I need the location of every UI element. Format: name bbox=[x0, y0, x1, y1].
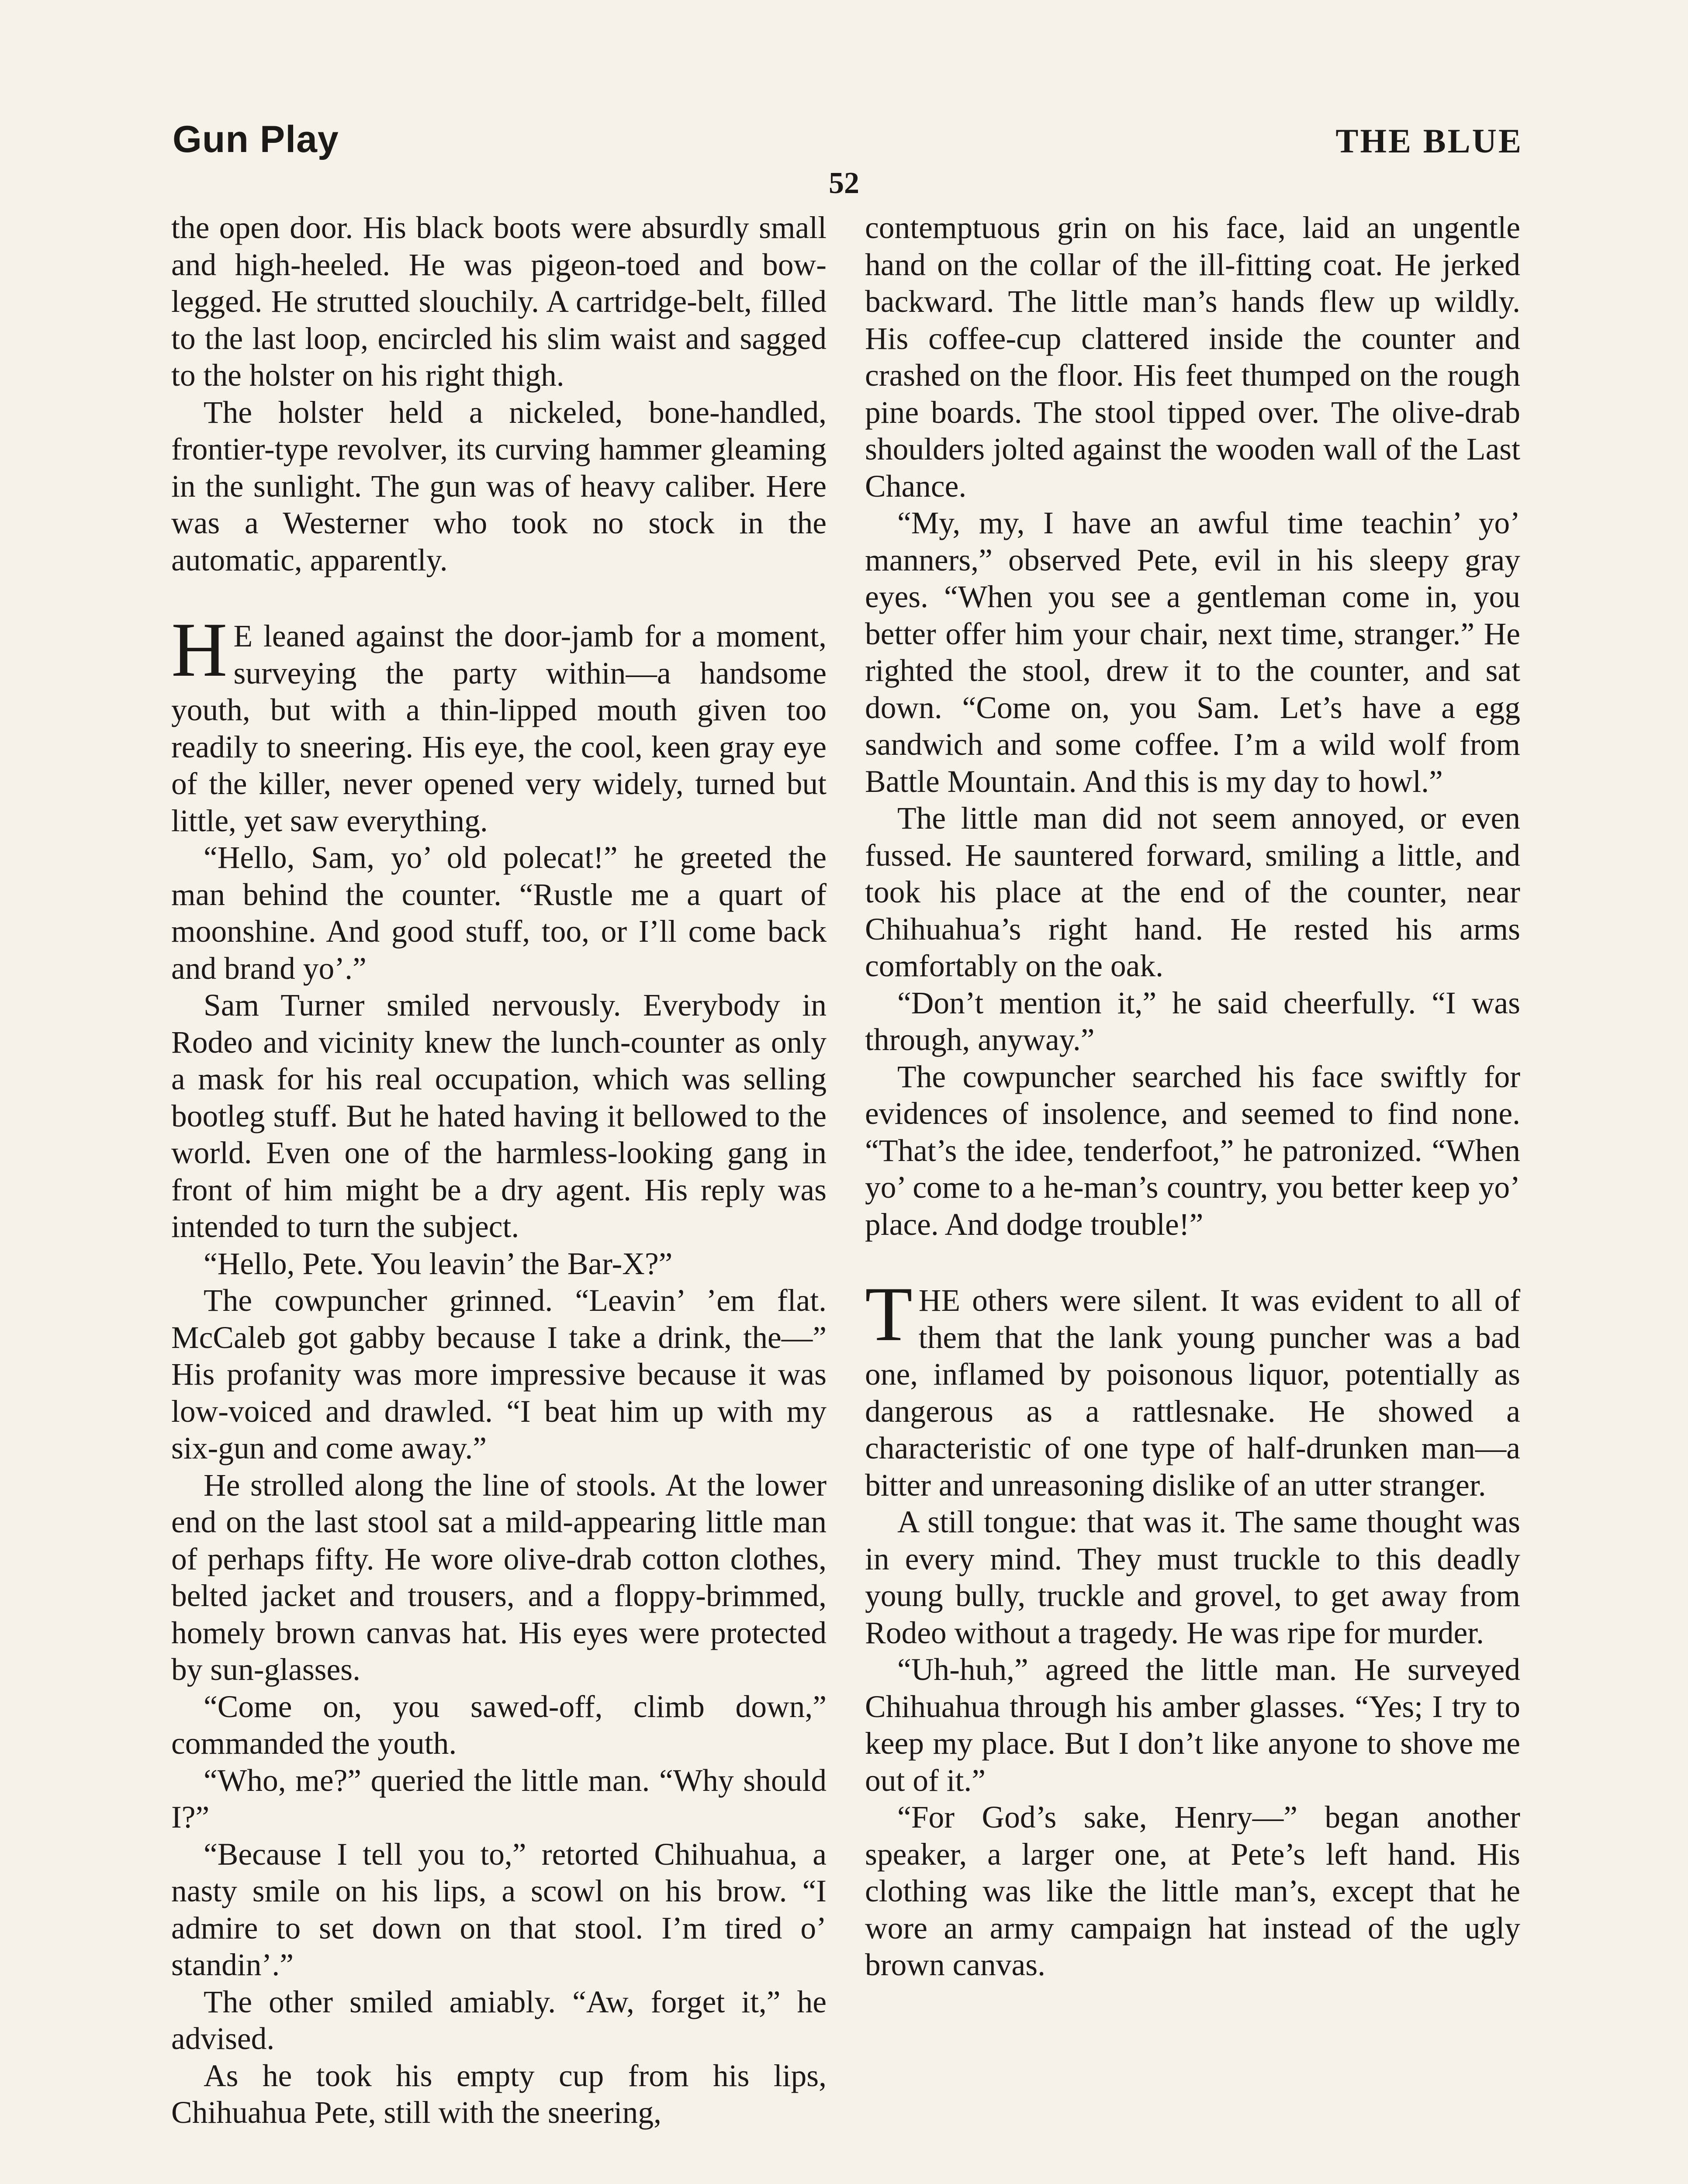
paragraph: “Don’t mention it,” he said cheerfully. “I was through, anyway.” bbox=[865, 985, 1520, 1057]
right-column bbox=[865, 210, 1520, 1984]
paragraph: “For God’s sake, Henry—” began another speaker, a larger one, at Pete’s left hand. His clothing was like the little man’s, except that he wore an army campaign hat instead of the ugly brown canvas. bbox=[865, 1800, 1520, 1982]
drop-cap: T bbox=[865, 1271, 913, 1357]
paragraph: “Come on, you sawed-off, climb down,” commanded the youth. bbox=[171, 1689, 827, 1761]
paragraph: The little man did not seem annoyed, or even fussed. He sauntered forward, smiling a little, and took his place at the end of the counter, near Chihuahua’s right hand. He rested his arms comfortably on the oak. bbox=[865, 801, 1520, 983]
paragraph: “Hello, Sam, yo’ old polecat!” he greeted the man behind the counter. “Rustle me a quart of moonshine. And good stuff, too, or I’ll come back and brand yo’.” bbox=[171, 840, 827, 986]
paragraph: As he took his empty cup from his lips, Chihuahua Pete, still with the sneering, bbox=[171, 2058, 827, 2130]
continued-paragraph: the open door. His black boots were absurdly small and high-heeled. He was pigeon-toed and bow-legged. He strutted slouchily. A cartridge-belt, filled to the last loop, encircled his slim waist and sagged to the holster on his right thigh. bbox=[171, 211, 827, 393]
paragraph: “My, my, I have an awful time teachin’ yo’ manners,” observed Pete, evil in his sleepy gray eyes. “When you see a gentleman come in, you better offer him your chair, next time, stranger.” He righted the stool, drew it to the counter, and sat down. “Come on, you Sam. Let’s have a egg sandwich and some coffee. I’m a wild wolf from Battle Mountain. And this is my day to howl.” bbox=[865, 506, 1520, 799]
paragraph-text: HE others were silent. It was evident to all of them that the lank young puncher was a bad one, inflamed by poisonous liquor, potentially as dangerous as a rattlesnake. He showed a characteristic of one type of half-drunken man—a bitter and unreasoning dislike of an utter stranger. bbox=[865, 1283, 1520, 1503]
magazine-title: THE BLUE bbox=[1335, 122, 1523, 160]
paragraph: Sam Turner smiled nervously. Everybody in Rodeo and vicinity knew the lunch-counter as only a mask for his real occupation, which was selling bootleg stuff. But he hated having it bellowed to the world. Even one of the harmless-looking gang in front of him might be a dry agent. His reply was intended to turn the subject. bbox=[171, 988, 827, 1244]
paragraph: A still tongue: that was it. The same thought was in every mind. They must truckle to this deadly young bully, truckle and grovel, to get away from Rodeo without a tragedy. He was ripe for murder. bbox=[865, 1505, 1520, 1650]
page-number: 52 bbox=[829, 166, 859, 200]
paragraph: The cowpuncher searched his face swiftly for evidences of insolence, and seemed to find none. “That’s the idee, tenderfoot,” he patronized. “When yo’ come to a he-man’s country, you better keep yo’ place. And dodge trouble!” bbox=[865, 1059, 1520, 1242]
drop-cap: H bbox=[171, 606, 228, 693]
paragraph: “Who, me?” queried the little man. “Why should I?” bbox=[171, 1763, 827, 1835]
continued-paragraph: contemptuous grin on his face, laid an ungentle hand on the collar of the ill-fitting coat. He jerked backward. The little man’s hands flew up wildly. His coffee-cup clattered inside the counter and crashed on the floor. His feet thumped on the rough pine boards. The stool tipped over. The olive-drab shoulders jolted against the wooden wall of the Last Chance. bbox=[865, 211, 1520, 504]
paragraph: He strolled along the line of stools. At the lower end on the last stool sat a mild-appearing little man of perhaps fifty. He wore olive-drab cotton clothes, belted jacket and trousers, and a floppy-brimmed, homely brown canvas hat. His eyes were protected by sun-glasses. bbox=[171, 1468, 827, 1687]
section-opening-paragraph bbox=[171, 606, 827, 840]
paragraph: The cowpuncher grinned. “Leavin’ ’em flat. McCaleb got gabby because I take a drink, the—” His profanity was more impressive because it was low-voiced and drawled. “I beat him up with my six-gun and come away.” bbox=[171, 1283, 827, 1465]
paragraph: The other smiled amiably. “Aw, forget it,” he advised. bbox=[171, 1984, 827, 2056]
paragraph: “Hello, Pete. You leavin’ the Bar-X?” bbox=[204, 1246, 673, 1281]
story-title: Gun Play bbox=[173, 118, 339, 160]
paragraph: The holster held a nickeled, bone-handled, frontier-type revolver, its curving hammer gleaming in the sunlight. The gun was of heavy caliber. Here was a Westerner who took no stock in the automatic, apparently. bbox=[171, 395, 827, 577]
section-opening-paragraph bbox=[865, 1271, 1520, 1504]
paragraph: “Uh-huh,” agreed the little man. He surveyed Chihuahua through his amber glasses. “Yes; I try to keep my place. But I don’t like anyone to shove me out of it.” bbox=[865, 1652, 1520, 1798]
left-column bbox=[171, 210, 827, 2132]
paragraph: “Because I tell you to,” retorted Chihuahua, a nasty smile on his lips, a scowl on his brow. “I admire to set down on that stool. I’m tired o’ standin’.” bbox=[171, 1837, 827, 1982]
paragraph-text: E leaned against the door-jamb for a moment, surveying the party within—a handsome youth, but with a thin-lipped mouth given too readily to sneering. His eye, the cool, keen gray eye of the killer, never opened very widely, turned but little, yet saw everything. bbox=[171, 619, 827, 838]
